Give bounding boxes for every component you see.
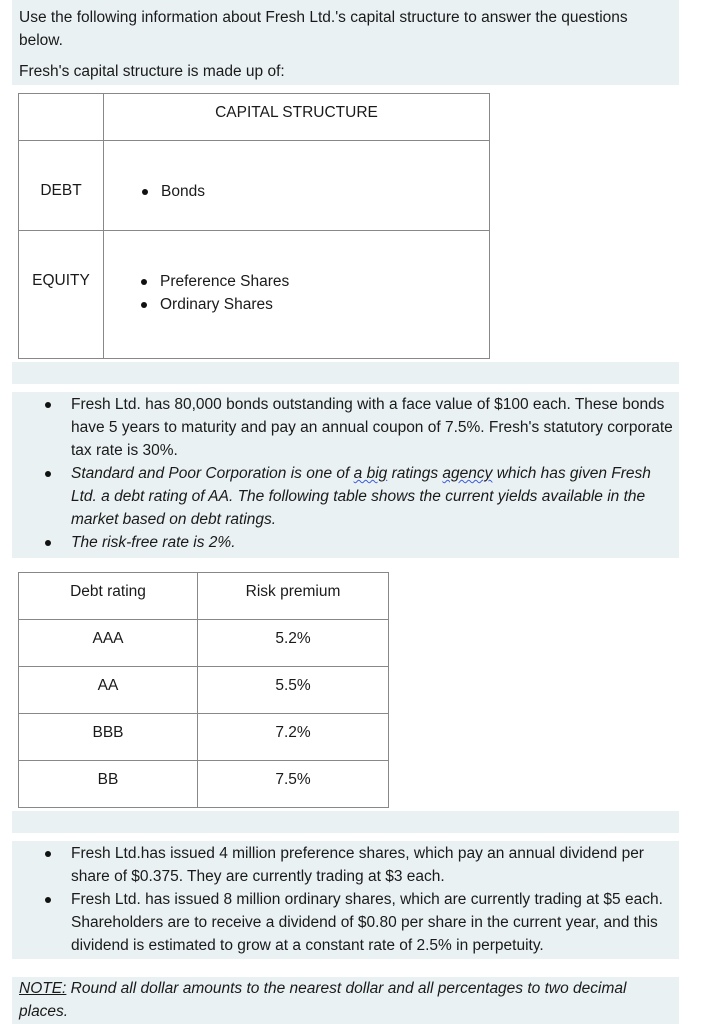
debt-label: DEBT	[40, 182, 82, 199]
debt-rating-header	[19, 573, 198, 620]
capital-table-header-row	[19, 94, 490, 141]
ordinary-shares-fact: Fresh Ltd. has issued 8 million ordinary shares, which are currently trading at $5 each. Shareholders are to receive a dividend of $0.80 per share in the current year, and this dividend is estimated to grow at a constant rate of 2.5% in perpetuity.	[12, 888, 679, 957]
equity-label: EQUITY	[32, 272, 90, 289]
intro-section	[12, 0, 679, 85]
share-facts-section	[12, 841, 679, 959]
rating-cell	[19, 714, 198, 761]
premium-cell	[198, 667, 389, 714]
note-text	[12, 977, 679, 1023]
riskfree-fact: The risk-free rate is 2%.	[12, 531, 679, 554]
note-section	[12, 977, 679, 1024]
rating-fact-start: Standard and Poor Corporation is one of	[71, 465, 354, 482]
rating-fact-mid: ratings	[387, 465, 443, 482]
equity-items-list	[104, 231, 489, 316]
equity-row	[19, 231, 490, 359]
premium-value: 7.2%	[275, 724, 311, 741]
premium-cell	[198, 714, 389, 761]
risk-premium-table	[18, 572, 389, 808]
rating-fact-end: which has given Fresh Ltd. a debt rating of AA. The following table shows the current yields available in the market based on debt ratings.	[71, 465, 651, 528]
debt-rating-header-text: Debt rating	[70, 583, 146, 600]
rating-cell	[19, 761, 198, 808]
table-row	[19, 761, 389, 808]
premium-value: 5.5%	[275, 677, 311, 694]
rating-value: AA	[97, 677, 119, 694]
equity-item: Preference Shares	[134, 270, 489, 293]
note-label: NOTE:	[19, 980, 67, 997]
spacer-band	[12, 362, 679, 384]
note-body: Round all dollar amounts to the nearest dollar and all percentages to two decimal places.	[19, 980, 627, 1020]
intro-text: Use the following information about Fresh Ltd.'s capital structure to answer the questions below.	[19, 9, 628, 49]
rating-fact	[12, 462, 679, 531]
rating-cell	[19, 667, 198, 714]
debt-row	[19, 141, 490, 231]
risk-premium-header	[198, 573, 389, 620]
empty-header-cell	[19, 94, 104, 141]
share-facts-list	[12, 841, 679, 957]
debt-item: Bonds	[135, 180, 489, 203]
rating-value: BB	[97, 771, 119, 788]
table-row	[19, 714, 389, 761]
risk-premium-header-text: Risk premium	[245, 583, 341, 600]
rating-cell	[19, 620, 198, 667]
preference-shares-fact: Fresh Ltd.has issued 4 million preference shares, which pay an annual dividend per share of $0.375. They are currently trading at $3 each.	[12, 842, 679, 888]
premium-value: 7.5%	[275, 771, 311, 788]
debt-label-cell	[19, 141, 104, 231]
table-row	[19, 620, 389, 667]
spellcheck-underline-text: agency	[442, 465, 493, 482]
premium-cell	[198, 761, 389, 808]
bond-facts-list	[12, 392, 679, 554]
intro-subtext: Fresh's capital structure is made up of:	[19, 63, 285, 80]
debt-items-list	[104, 141, 489, 203]
bonds-fact: Fresh Ltd. has 80,000 bonds outstanding with a face value of $100 each. These bonds have 5 years to maturity and pay an annual coupon of 7.5%. Fresh's statutory corporate tax rate is 30%.	[12, 393, 679, 462]
debt-items-cell	[104, 141, 490, 231]
rating-value: BBB	[92, 724, 124, 741]
rating-value: AAA	[92, 630, 124, 647]
equity-label-cell	[19, 231, 104, 359]
premium-cell	[198, 620, 389, 667]
risk-table-header-row	[19, 573, 389, 620]
bond-facts-section	[12, 392, 679, 558]
premium-value: 5.2%	[275, 630, 311, 647]
equity-item: Ordinary Shares	[134, 293, 489, 316]
table-row	[19, 667, 389, 714]
capital-table-title: CAPITAL STRUCTURE	[215, 104, 378, 121]
spacer-band	[12, 811, 679, 833]
capital-structure-table	[18, 93, 490, 359]
capital-table-title-cell	[104, 94, 490, 141]
spellcheck-underline-text: a big	[353, 465, 388, 482]
equity-items-cell	[104, 231, 490, 359]
